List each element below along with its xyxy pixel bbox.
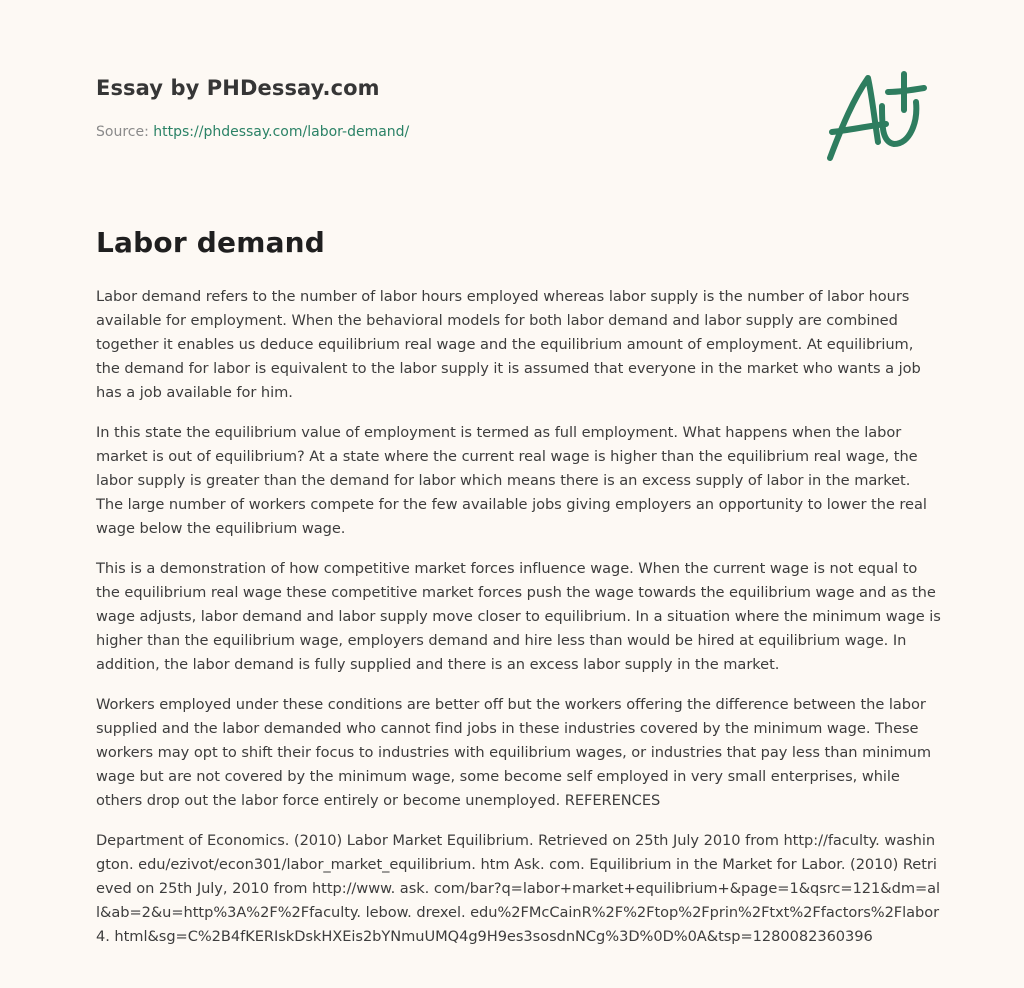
- essay-paragraph: Labor demand refers to the number of labor hours employed whereas labor supply is the number of labor hours available for employment. When the behavioral models for both labor demand and labor supply are combined together it enables us deduce equilibrium real wage and the equilibrium amount of employment. At equilibrium, the demand for labor is equivalent to the labor supply it is assumed that everyone in the market who wants a job has a job available for him.: [96, 288, 921, 401]
- page-header: [96, 0, 936, 190]
- essay-paragraph: Workers employed under these conditions are better off but the workers offering the difference between the labor supplied and the labor demanded who cannot find jobs in these industries covered by the minimum wage. These workers may opt to shift their focus to industries with equilibrium wages, or industries that pay less than minimum wage but are not covered by the minimum wage, some become self employed in very small enterprises, while others drop out the labor force entirely or become unemployed. REFERENCES: [96, 696, 931, 809]
- essay-paragraph: This is a demonstration of how competitive market forces influence wage. When the current wage is not equal to the equilibrium real wage these competitive market forces push the wage towards the equilibrium wage and as the wage adjusts, labor demand and labor supply move closer to equilibrium. In a situation where the minimum wage is higher than the equilibrium wage, employers demand and hire less than would be hired at equilibrium wage. In addition, the labor demand is fully supplied and there is an excess labor supply in the market.: [96, 560, 941, 673]
- essay-body: [96, 285, 941, 965]
- source-link[interactable]: https://phdessay.com/labor-demand/: [153, 124, 410, 140]
- essay-page: [96, 0, 941, 945]
- a-plus-grade-icon: [822, 66, 932, 166]
- source-label: Source:: [96, 124, 154, 140]
- essay-paragraph: In this state the equilibrium value of employment is termed as full employment. What happens when the labor market is out of equilibrium? At a state where the current real wage is higher than the equilibrium real wage, the labor supply is greater than the demand for labor which means there is an excess supply of labor in the market. The large number of workers compete for the few available jobs giving employers an opportunity to lower the real wage below the equilibrium wage.: [96, 424, 927, 537]
- site-title: Essay by PHDessay.com: [96, 76, 380, 100]
- references-paragraph: Department of Economics. (2010) Labor Market Equilibrium. Retrieved on 25th July 2010 from http://faculty. washington. edu/ezivot/econ301/labor_market_equilibrium. htm Ask. com. Equilibrium in the Market for Labor. (2010) Retrieved on 25th July, 2010 from http://www. ask. com/bar?q=labor+market+equilibrium+&page=1&qsrc=121&dm=all&ab=2&u=http%3A%2F%2Ffaculty. lebow. drexel. edu%2FMcCainR%2F%2Ftop%2Fprin%2Ftxt%2Ffactors%2Flabor4. html&sg=C%2B4fKERIskDskHXEis2bYNmuUMQ4g9H9es3sosdnNCg%3D%0D%0A&tsp=1280082360396: [96, 832, 941, 945]
- essay-title: Labor demand: [96, 226, 326, 259]
- source-line: [96, 124, 409, 140]
